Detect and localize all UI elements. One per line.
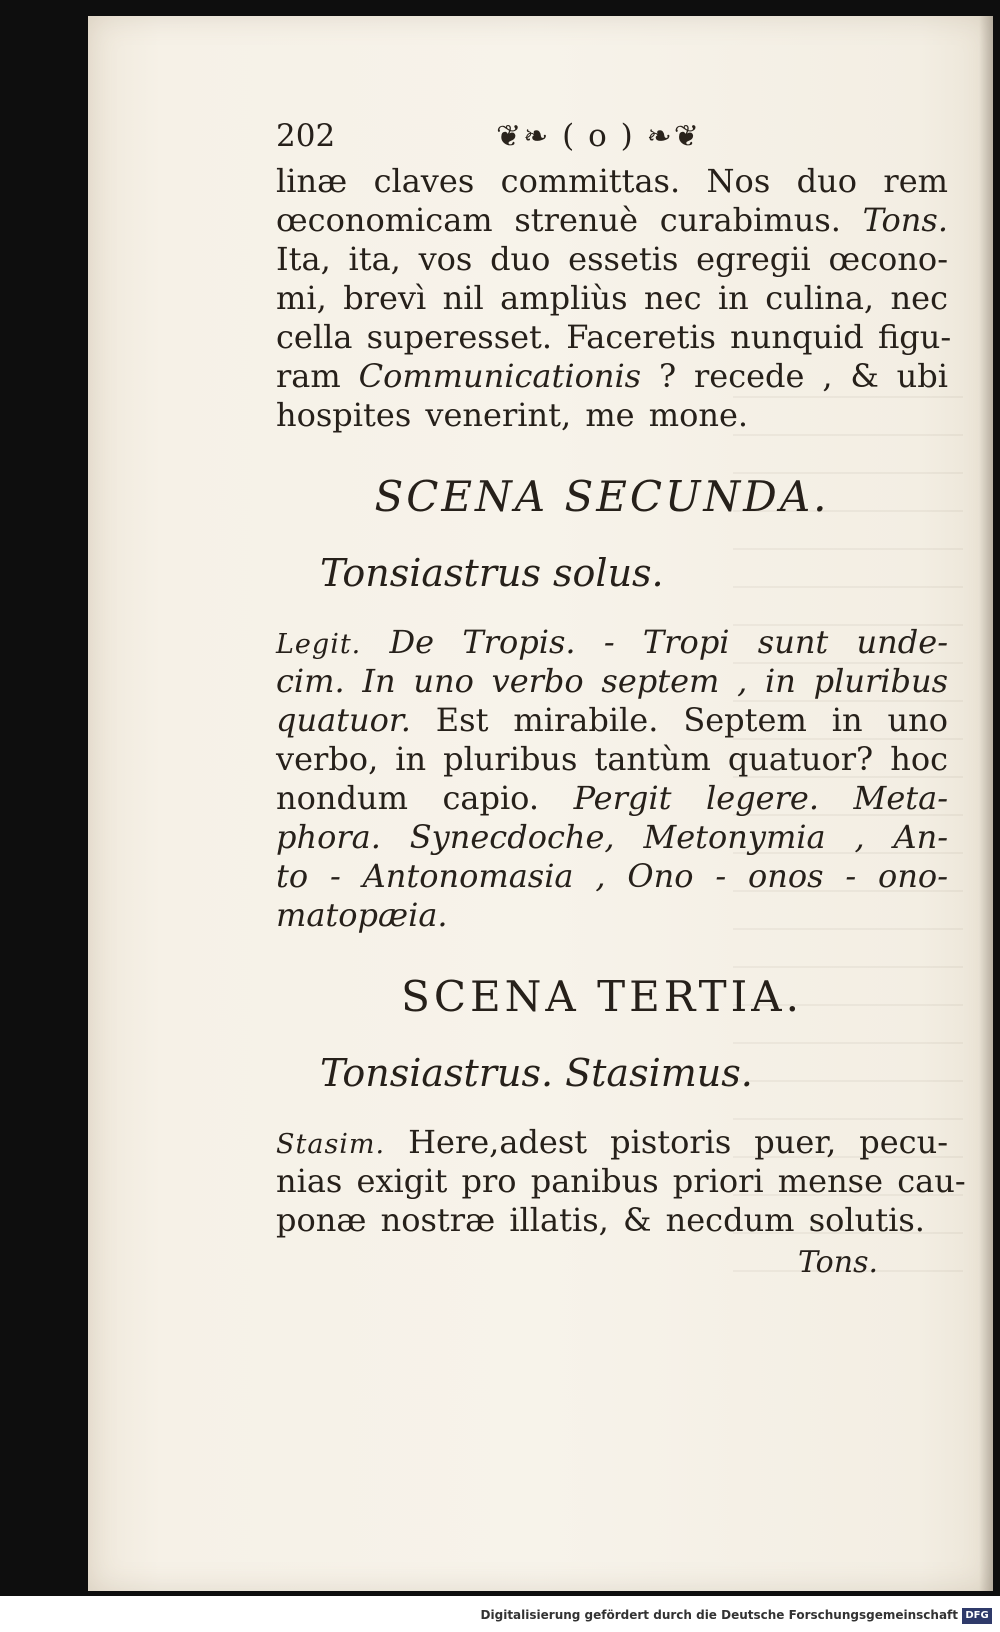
paragraph-opening <box>276 162 952 435</box>
dfg-logo-icon: DFG <box>962 1608 992 1624</box>
page-edge-shadow <box>979 16 993 1591</box>
text-line <box>276 396 948 435</box>
text-segment: quatuor. <box>276 701 411 739</box>
paragraph-scene-tertia <box>276 1123 966 1240</box>
scene-persons-secunda: Tonsiastrus solus. <box>320 551 664 595</box>
text-line <box>276 1201 948 1240</box>
text-line <box>276 701 948 740</box>
text-segment: Pergit legere. Meta- <box>573 779 948 817</box>
page-number: 202 <box>276 118 336 154</box>
text-segment: matopæia. <box>276 896 448 934</box>
fleuron-left-icon: ❦❧ <box>496 119 551 154</box>
text-segment: De Tropis. - Tropi sunt unde- <box>361 623 948 661</box>
text-line <box>276 662 948 701</box>
page-content <box>276 110 966 1284</box>
speaker-label: Stasim. <box>276 1129 386 1160</box>
text-segment: cim. In uno verbo septem , in pluribus <box>276 662 948 700</box>
text-segment: hospites venerint, me mone. <box>276 396 749 434</box>
header-ornament <box>496 110 701 163</box>
text-line <box>276 896 948 935</box>
text-segment: mi, brevì nil ampliùs nec in culina, nec <box>276 279 948 317</box>
funding-credit: Digitalisierung gefördert durch die Deutsche Forschungsgemeinschaft <box>480 1608 958 1622</box>
text-line <box>276 162 948 201</box>
text-segment: nondum capio. <box>276 779 574 817</box>
text-line <box>276 779 948 818</box>
text-line <box>276 357 948 396</box>
text-segment: Tons. <box>862 201 948 239</box>
text-segment: cella superesset. Faceretis nunquid figu- <box>276 318 952 356</box>
scene-heading-tertia: SCENA TERTIA. <box>401 972 803 1021</box>
text-segment: Here,adest pistoris puer, pecu- <box>385 1123 948 1161</box>
text-line <box>276 623 948 662</box>
text-line <box>276 318 952 357</box>
text-line <box>276 1162 966 1201</box>
speaker-label: Legit. <box>276 629 362 660</box>
catchword: Tons. <box>798 1245 878 1280</box>
text-line <box>276 279 948 318</box>
ornament-text: ( o ) <box>562 118 635 154</box>
paragraph-scene-secunda <box>276 623 948 935</box>
fleuron-right-icon: ❧❦ <box>646 119 701 154</box>
text-segment: ? recede , & ubi <box>641 357 949 395</box>
text-segment: Communicationis <box>358 357 642 395</box>
text-segment: Ita, ita, vos duo essetis egregii œcono- <box>276 240 948 278</box>
text-segment: phora. Synecdoche, Metonymia , An- <box>276 818 948 856</box>
text-segment: ram <box>276 357 359 395</box>
text-line <box>276 857 948 896</box>
text-line <box>276 240 948 279</box>
text-line <box>276 201 948 240</box>
running-header <box>276 110 948 162</box>
text-segment: ponæ nostræ illatis, & necdum solutis. <box>276 1201 925 1239</box>
text-segment: linæ claves committas. Nos duo rem <box>276 162 948 200</box>
text-segment: to - Antonomasia , Ono - onos - ono- <box>276 857 948 895</box>
scene-persons-tertia: Tonsiastrus. Stasimus. <box>320 1051 753 1095</box>
text-segment: verbo, in pluribus tantùm quatuor? hoc <box>276 740 948 778</box>
scene-heading-secunda: SCENA SECUNDA. <box>374 472 830 521</box>
text-segment: nias exigit pro panibus priori mense cau- <box>276 1162 966 1200</box>
text-line <box>276 818 948 857</box>
text-line <box>276 740 948 779</box>
text-segment: œconomicam strenuè curabimus. <box>276 201 863 239</box>
text-line <box>276 1123 948 1162</box>
digitization-footer <box>0 1596 1000 1632</box>
text-segment: Est mirabile. Septem in uno <box>410 701 948 739</box>
